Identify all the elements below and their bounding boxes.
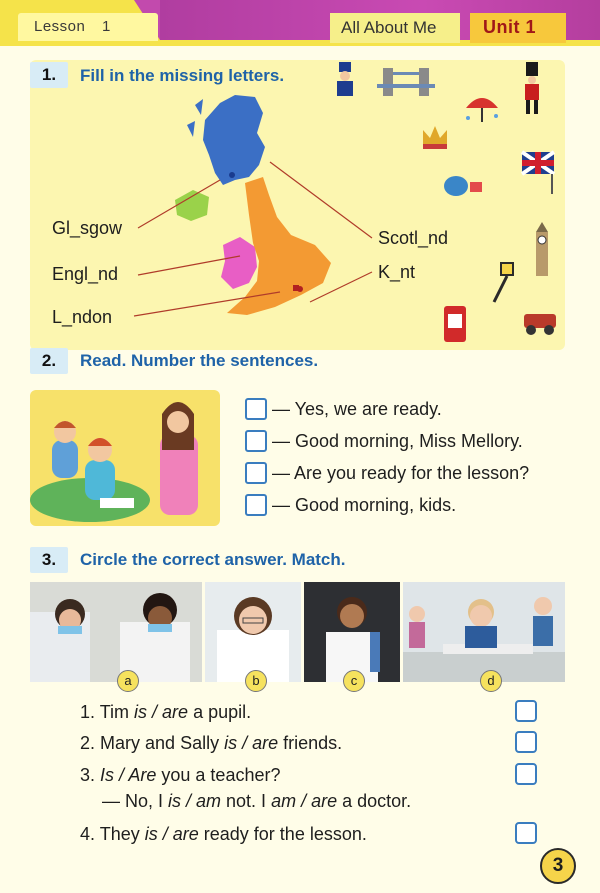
match-box-1[interactable] (515, 700, 537, 722)
classroom-illustration (30, 390, 220, 526)
vintage-car-icon (520, 302, 560, 340)
photo-badge-d: d (480, 670, 502, 692)
answer-options[interactable]: am / are (271, 791, 338, 811)
photo-badge-b: b (245, 670, 267, 692)
section3-title: Circle the correct answer. Match. (80, 550, 346, 569)
answer-text: — No, I (102, 791, 169, 811)
sentence-number-box-1[interactable] (245, 398, 267, 420)
unit-title: Unit 1 (483, 17, 537, 37)
label-england: Engl_nd (52, 264, 119, 284)
match-box-2[interactable] (515, 731, 537, 753)
answer-text: a doctor. (337, 791, 412, 811)
match-box-4[interactable] (515, 822, 537, 844)
umbrella-rain-icon (462, 90, 502, 126)
sentence-2: — Good morning, Miss Mellory. (272, 431, 523, 451)
section2-number: 2. (30, 348, 68, 374)
question-text: They (99, 824, 145, 844)
question-3 (80, 765, 280, 786)
answer-line-3 (102, 791, 411, 812)
answer-options[interactable]: is / am (168, 791, 222, 811)
lesson-number: 1 (102, 18, 111, 35)
royal-guard-icon (520, 62, 544, 114)
big-ben-icon (530, 222, 554, 278)
tower-bridge-icon (375, 64, 437, 100)
question-number: 2. (80, 733, 96, 753)
sentence-3: — Are you ready for the lesson? (272, 463, 530, 483)
sentence-1: — Yes, we are ready. (272, 399, 442, 419)
answer-options[interactable]: is / are (144, 824, 199, 844)
street-lamp-icon (488, 262, 520, 306)
photo-badge-c: c (343, 670, 365, 692)
photo-c (304, 582, 400, 682)
photo-b (205, 582, 301, 682)
question-2 (80, 733, 342, 754)
sentence-4: — Good morning, kids. (272, 495, 457, 515)
label-lines (130, 160, 380, 330)
lesson-label: Lesson (34, 18, 86, 35)
photo-d (403, 582, 565, 682)
match-box-3[interactable] (515, 763, 537, 785)
answer-text: not. I (221, 791, 272, 811)
uk-flag-icon (518, 150, 558, 196)
question-number: 1. (80, 702, 96, 722)
question-4 (80, 824, 367, 845)
police-officer-icon (330, 60, 360, 98)
section1-title: Fill in the missing letters. (80, 66, 285, 85)
page-number: 3 (540, 848, 576, 884)
section3-number: 3. (30, 547, 68, 573)
sentence-number-box-4[interactable] (245, 494, 267, 516)
photo-a (30, 582, 202, 682)
teapot-icon (440, 168, 488, 200)
label-kent: K_nt (378, 262, 416, 282)
sentence-number-box-3[interactable] (245, 462, 267, 484)
label-glasgow: Gl_sgow (52, 218, 123, 238)
answer-options[interactable]: is / are (224, 733, 279, 753)
question-text: Tim (99, 702, 135, 722)
question-number: 3. (80, 765, 96, 785)
topic-title: All About Me (341, 18, 437, 37)
crown-icon (420, 122, 450, 152)
question-1 (80, 702, 251, 723)
question-text: Mary and Sally (100, 733, 225, 753)
label-london: L_ndon (52, 307, 113, 327)
label-scotland: Scotl_nd (378, 228, 449, 248)
question-text: ready for the lesson. (198, 824, 367, 844)
phone-box-icon (440, 304, 470, 344)
question-text: you a teacher? (156, 765, 281, 785)
question-text: a pupil. (188, 702, 252, 722)
question-text: friends. (278, 733, 343, 753)
photo-badge-a: a (117, 670, 139, 692)
answer-options[interactable]: is / are (134, 702, 189, 722)
section2-title: Read. Number the sentences. (80, 351, 319, 370)
sentence-number-box-2[interactable] (245, 430, 267, 452)
answer-options[interactable]: Is / Are (100, 765, 157, 785)
question-number: 4. (80, 824, 96, 844)
section1-number: 1. (30, 62, 68, 88)
